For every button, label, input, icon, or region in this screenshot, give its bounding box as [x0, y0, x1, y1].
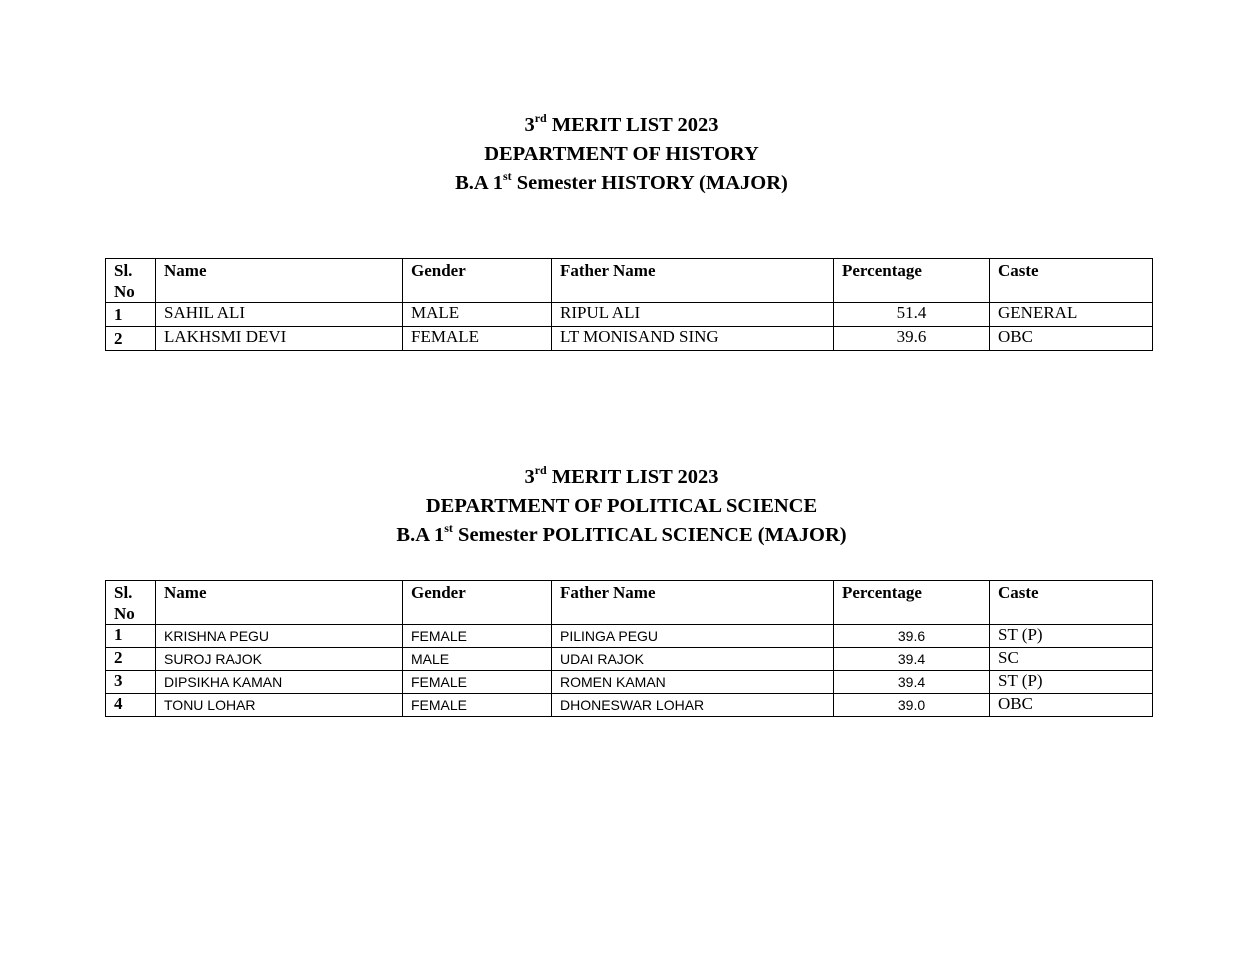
cell-gender: MALE [403, 648, 552, 671]
column-header-caste: Caste [990, 581, 1153, 625]
cell-sl-no: 2 [106, 327, 156, 351]
political-science-department: DEPARTMENT OF POLITICAL SCIENCE [425, 495, 818, 517]
table-header-row [106, 259, 1153, 303]
table-row [106, 671, 1153, 694]
table-row [106, 303, 1153, 327]
cell-sl-no: 3 [106, 671, 156, 694]
table-header-row [106, 581, 1153, 625]
cell-father-name: RIPUL ALI [552, 303, 834, 327]
cell-father-name: UDAI RAJOK [552, 648, 834, 671]
cell-gender: FEMALE [403, 327, 552, 351]
cell-name: SUROJ RAJOK [156, 648, 403, 671]
cell-gender: MALE [403, 303, 552, 327]
history-course: B.A 1st Semester HISTORY (MAJOR) [455, 169, 788, 194]
history-merit-table [105, 258, 1153, 351]
political-science-course: B.A 1st Semester POLITICAL SCIENCE (MAJOR) [396, 521, 847, 546]
cell-sl-no: 4 [106, 694, 156, 717]
column-header-sl-no: Sl. No [106, 259, 156, 303]
column-header-percentage: Percentage [834, 581, 990, 625]
cell-name: DIPSIKHA KAMAN [156, 671, 403, 694]
column-header-father-name: Father Name [552, 581, 834, 625]
cell-caste: OBC [990, 694, 1153, 717]
column-header-caste: Caste [990, 259, 1153, 303]
cell-percentage: 51.4 [834, 303, 990, 327]
cell-name: TONU LOHAR [156, 694, 403, 717]
table-row [106, 327, 1153, 351]
column-header-gender: Gender [403, 581, 552, 625]
cell-name: SAHIL ALI [156, 303, 403, 327]
cell-sl-no: 2 [106, 648, 156, 671]
cell-caste: ST (P) [990, 671, 1153, 694]
cell-percentage: 39.4 [834, 648, 990, 671]
cell-father-name: LT MONISAND SING [552, 327, 834, 351]
history-title: 3rd MERIT LIST 2023 [524, 111, 719, 136]
cell-caste: GENERAL [990, 303, 1153, 327]
column-header-sl-no: Sl. No [106, 581, 156, 625]
cell-sl-no: 1 [106, 625, 156, 648]
history-department: DEPARTMENT OF HISTORY [484, 143, 759, 165]
column-header-percentage: Percentage [834, 259, 990, 303]
history-heading [0, 111, 1243, 198]
table-row [106, 625, 1153, 648]
column-header-name: Name [156, 581, 403, 625]
political-science-merit-table [105, 580, 1153, 717]
column-header-name: Name [156, 259, 403, 303]
cell-percentage: 39.0 [834, 694, 990, 717]
cell-name: KRISHNA PEGU [156, 625, 403, 648]
cell-percentage: 39.6 [834, 625, 990, 648]
cell-father-name: PILINGA PEGU [552, 625, 834, 648]
cell-percentage: 39.6 [834, 327, 990, 351]
cell-father-name: DHONESWAR LOHAR [552, 694, 834, 717]
cell-percentage: 39.4 [834, 671, 990, 694]
column-header-gender: Gender [403, 259, 552, 303]
cell-gender: FEMALE [403, 694, 552, 717]
cell-name: LAKHSMI DEVI [156, 327, 403, 351]
cell-caste: SC [990, 648, 1153, 671]
political-science-title: 3rd MERIT LIST 2023 [524, 463, 719, 488]
cell-caste: OBC [990, 327, 1153, 351]
cell-caste: ST (P) [990, 625, 1153, 648]
cell-gender: FEMALE [403, 671, 552, 694]
political-science-heading [0, 463, 1243, 550]
cell-father-name: ROMEN KAMAN [552, 671, 834, 694]
cell-gender: FEMALE [403, 625, 552, 648]
cell-sl-no: 1 [106, 303, 156, 327]
column-header-father-name: Father Name [552, 259, 834, 303]
table-row [106, 694, 1153, 717]
table-row [106, 648, 1153, 671]
